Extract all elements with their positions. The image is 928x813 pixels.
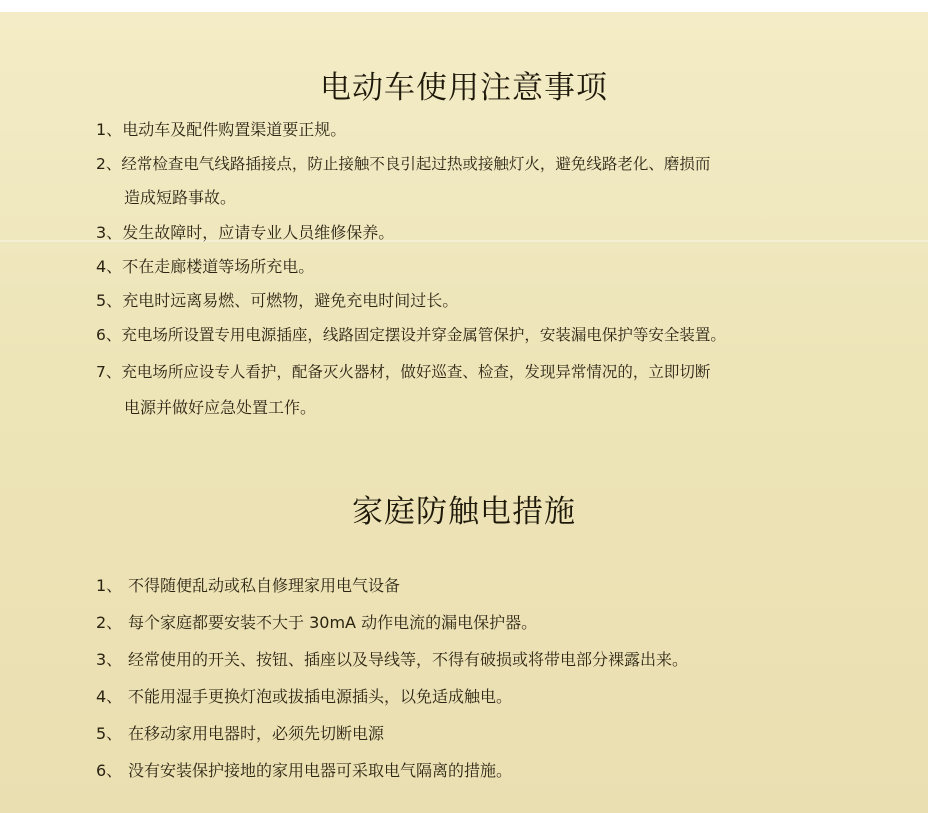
list-item [96, 291, 458, 311]
list-item [96, 650, 688, 670]
item-text: 每个家庭都要安装不大于 30mA 动作电流的漏电保护器。 [128, 613, 538, 632]
list-item [96, 613, 537, 633]
item-number: 2、 [96, 613, 123, 632]
list-item [96, 154, 710, 174]
list-item [96, 120, 346, 140]
item-text: 电动车及配件购置渠道要正规。 [122, 120, 347, 139]
item-number: 5、 [96, 724, 123, 743]
item-text: 充电时远离易燃、可燃物，避免充电时间过长。 [122, 291, 459, 310]
item-text: 充电场所设置专用电源插座，线路固定摆设并穿金属管保护，安装漏电保护等安全装置。 [121, 326, 726, 344]
list-item [96, 325, 726, 345]
item-number: 6、 [96, 761, 123, 780]
list-item [96, 362, 710, 382]
item-text-continuation: 造成短路事故。 [124, 188, 237, 207]
list-item [96, 724, 384, 744]
item-number: 7、 [96, 363, 122, 381]
item-number: 6、 [96, 326, 122, 344]
list-item [96, 687, 512, 707]
item-number: 4、 [96, 687, 123, 706]
item-number: 1、 [96, 576, 123, 595]
item-number: 3、 [96, 223, 123, 242]
list-item [96, 576, 400, 596]
item-text: 经常检查电气线路插接点，防止接触不良引起过热或接触灯火，避免线路老化、磨损而 [121, 155, 711, 173]
item-number: 2、 [96, 155, 122, 173]
list-item [96, 223, 394, 243]
item-text: 在移动家用电器时，必须先切断电源 [128, 724, 385, 743]
item-text: 没有安装保护接地的家用电器可采取电气隔离的措施。 [128, 761, 513, 780]
item-text-continuation: 电源并做好应急处置工作。 [124, 398, 317, 417]
item-text: 经常使用的开关、按钮、插座以及导线等，不得有破损或将带电部分裸露出来。 [128, 650, 689, 669]
item-text: 不在走廊楼道等场所充电。 [122, 257, 315, 276]
item-text: 发生故障时，应请专业人员维修保养。 [122, 223, 395, 242]
item-text: 充电场所应设专人看护，配备灭火器材，做好巡查、检查，发现异常情况的，立即切断 [121, 363, 711, 381]
paper-sheet [0, 12, 928, 813]
list-item [96, 257, 314, 277]
item-text: 不能用湿手更换灯泡或拔插电源插头，以免适成触电。 [128, 687, 513, 706]
item-number: 3、 [96, 650, 123, 669]
item-text: 不得随便乱动或私自修理家用电气设备 [128, 576, 401, 595]
list-item [96, 761, 512, 781]
section-title-ebike: 电动车使用注意事项 [320, 70, 608, 106]
item-number: 4、 [96, 257, 123, 276]
item-number: 1、 [96, 120, 123, 139]
item-number: 5、 [96, 291, 123, 310]
section-title-home-safety: 家庭防触电措施 [352, 494, 576, 530]
